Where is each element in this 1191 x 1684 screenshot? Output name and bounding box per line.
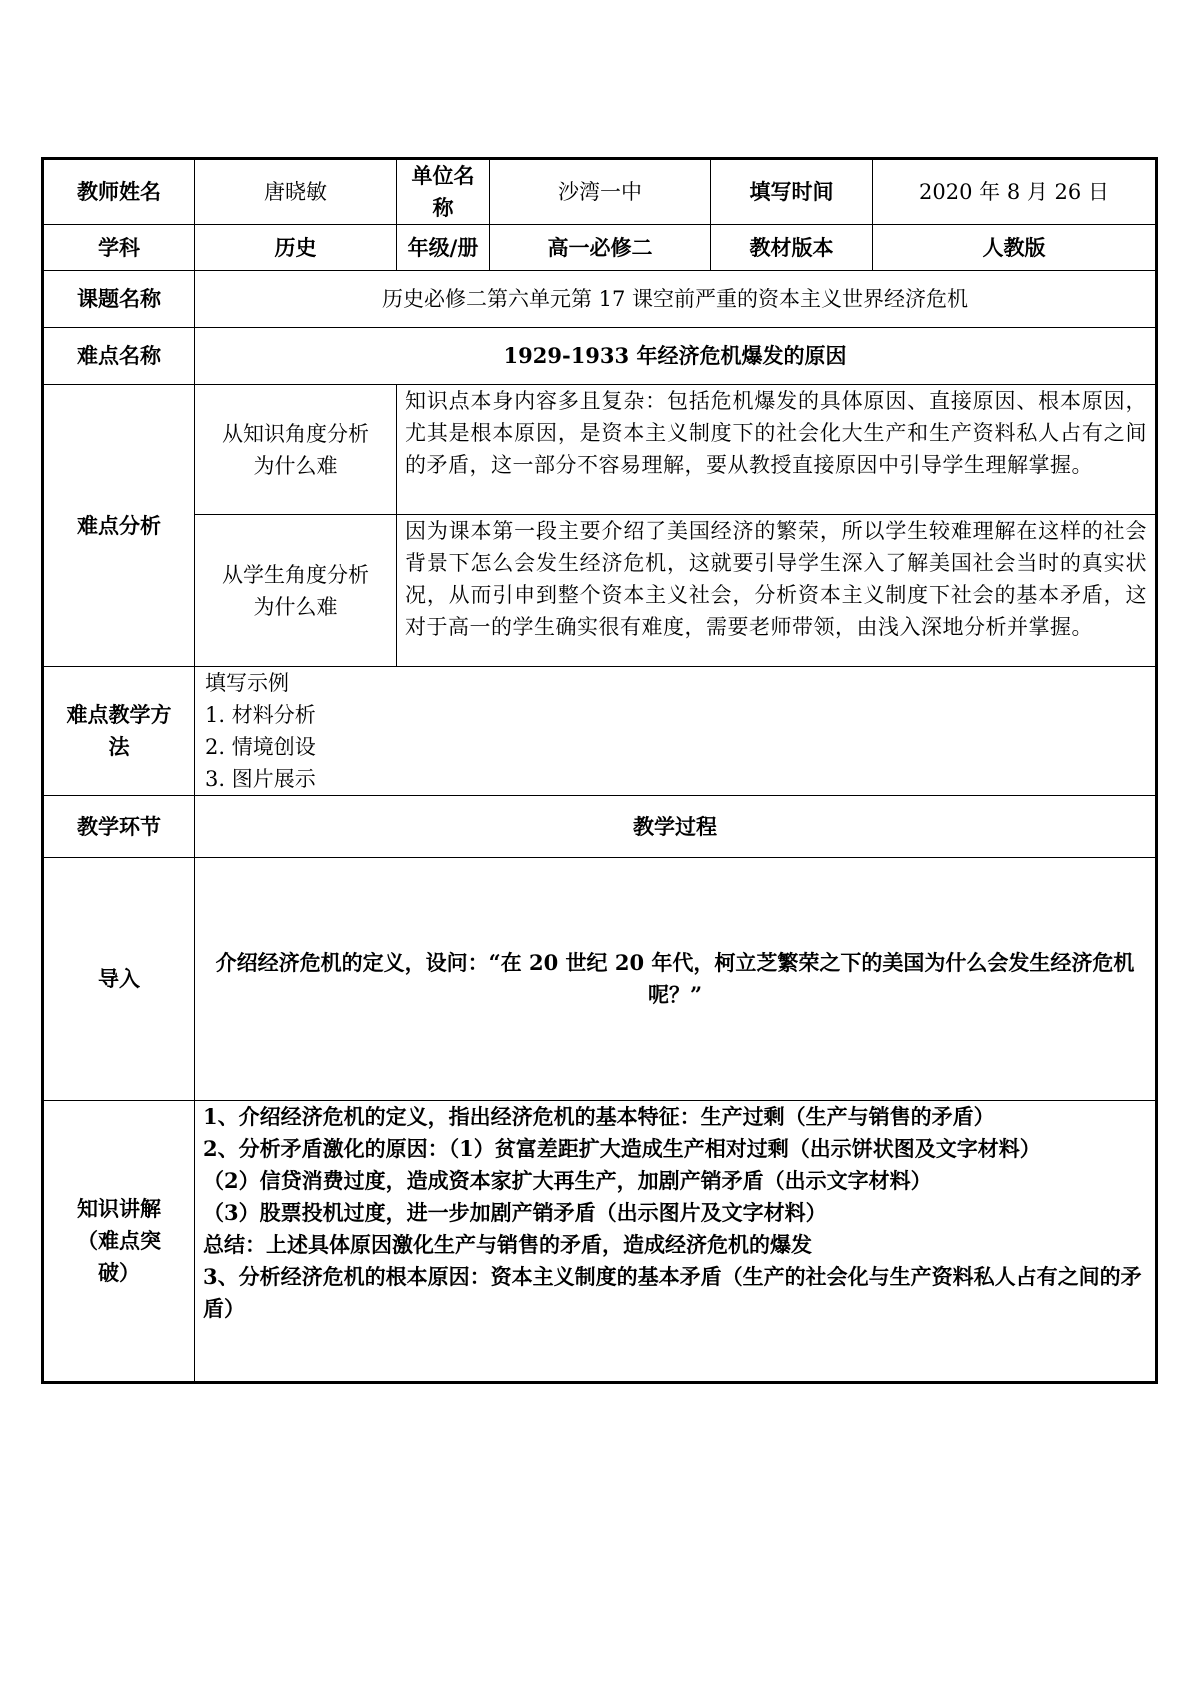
student-angle-text: 因为课本第一段主要介绍了美国经济的繁荣，所以学生较难理解在这样的社会背景下怎么会发生经济危机，这就要引导学生深入了解美国社会当时的真实状况，从而引申到整个资本主义社会，分析资本主义制度下社会的基本矛盾，这对于高一的学生确实很有难度，需要老师带领，由浅入深地分析并掌握。 — [397, 515, 1157, 667]
difficulty-label: 难点名称 — [43, 328, 195, 385]
lecture-line: 2、分析矛盾激化的原因：（1）贫富差距扩大造成生产相对过剩（出示饼状图及文字材料） — [203, 1136, 1041, 1161]
lecture-content — [195, 1101, 1157, 1383]
lecture-line: 1、介绍经济危机的定义，指出经济危机的基本特征：生产过剩（生产与销售的矛盾） — [203, 1104, 995, 1129]
subject-value: 历史 — [195, 225, 397, 271]
analysis-row-knowledge — [43, 385, 1157, 515]
header-row-1 — [43, 159, 1157, 225]
teacher-value: 唐晓敏 — [195, 159, 397, 225]
process-header-row — [43, 796, 1157, 858]
edition-value: 人教版 — [873, 225, 1157, 271]
unit-label: 单位名称 — [397, 159, 490, 225]
topic-value: 历史必修二第六单元第 17 课空前严重的资本主义世界经济危机 — [195, 271, 1157, 328]
knowledge-angle-text: 知识点本身内容多且复杂：包括危机爆发的具体原因、直接原因、根本原因，尤其是根本原因，是资本主义制度下的社会化大生产和生产资料私人占有之间的矛盾，这一部分不容易理解，要从教授直接原因中引导学生理解掌握。 — [397, 385, 1157, 515]
lecture-row — [43, 1101, 1157, 1383]
grade-value: 高一必修二 — [490, 225, 711, 271]
method-item: 1. 材料分析 — [205, 703, 316, 727]
grade-label: 年级/册 — [397, 225, 490, 271]
lesson-plan-table — [41, 157, 1158, 1384]
stage-label: 教学环节 — [43, 796, 195, 858]
method-list — [195, 667, 1157, 796]
edition-label: 教材版本 — [711, 225, 873, 271]
date-value: 2020 年 8 月 26 日 — [873, 159, 1157, 225]
topic-label: 课题名称 — [43, 271, 195, 328]
method-label: 难点教学方法 — [43, 667, 195, 796]
knowledge-angle-label: 从知识角度分析为什么难 — [195, 385, 397, 515]
method-item: 2. 情境创设 — [205, 735, 316, 759]
subject-label: 学科 — [43, 225, 195, 271]
lecture-line: 总结：上述具体原因激化生产与销售的矛盾，造成经济危机的爆发 — [203, 1232, 812, 1257]
date-label: 填写时间 — [711, 159, 873, 225]
topic-row — [43, 271, 1157, 328]
teacher-label: 教师姓名 — [43, 159, 195, 225]
lecture-line: （3）股票投机过度，进一步加剧产销矛盾（出示图片及文字材料） — [203, 1200, 827, 1225]
lecture-line: 3、分析经济危机的根本原因：资本主义制度的基本矛盾（生产的社会化与生产资料私人占有之间的矛盾） — [203, 1264, 1142, 1321]
lecture-line: （2）信贷消费过度，造成资本家扩大再生产，加剧产销矛盾（出示文字材料） — [203, 1168, 932, 1193]
analysis-label: 难点分析 — [43, 385, 195, 667]
difficulty-value: 1929-1933 年经济危机爆发的原因 — [195, 328, 1157, 385]
process-label: 教学过程 — [195, 796, 1157, 858]
student-angle-label: 从学生角度分析为什么难 — [195, 515, 397, 667]
difficulty-row — [43, 328, 1157, 385]
intro-label: 导入 — [43, 858, 195, 1101]
method-item: 填写示例 — [205, 671, 289, 695]
unit-value: 沙湾一中 — [490, 159, 711, 225]
intro-text: 介绍经济危机的定义，设问：“在 20 世纪 20 年代，柯立芝繁荣之下的美国为什么会发生经济危机呢？” — [195, 858, 1157, 1101]
intro-row — [43, 858, 1157, 1101]
analysis-row-student — [43, 515, 1157, 667]
method-row — [43, 667, 1157, 796]
method-item: 3. 图片展示 — [205, 767, 316, 791]
lecture-label: 知识讲解（难点突破） — [43, 1101, 195, 1383]
header-row-2 — [43, 225, 1157, 271]
